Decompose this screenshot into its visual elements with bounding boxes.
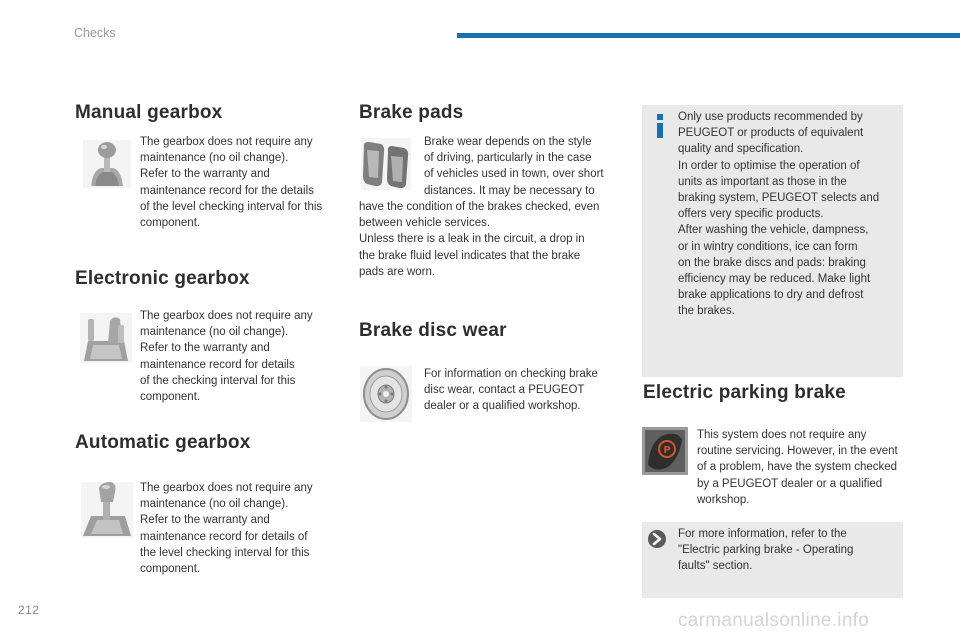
reference-note-box [642, 522, 903, 598]
electric-parking-brake-heading: Electric parking brake [643, 382, 846, 403]
header-title: Checks [74, 26, 116, 40]
watermark-text: carmanualsonline.info [678, 610, 870, 631]
page-number: 212 [18, 603, 40, 617]
brake-disc-wear-heading: Brake disc wear [359, 320, 507, 341]
info-note-text: Only use products recommended by PEUGEOT or products of equivalent quality and specification. In order to optimise the operation of units as important as those in the braking system, PEUGEOT selects and offers very specific products. After washing the vehicle, dampness, or in wintry conditions, ice can form on the brake discs and pads: braking efficiency may be reduced. Make light brake applications to dry and defrost the brakes. [678, 111, 880, 318]
electronic-gear-selector-icon [80, 313, 132, 363]
parking-brake-switch-icon [642, 427, 688, 475]
electronic-gearbox-text: The gearbox does not require any maintenance (no oil change). Refer to the warranty and maintenance record for details of the checking interval for this component. [140, 310, 313, 404]
brake-pads-heading: Brake pads [359, 102, 464, 123]
manual-gearbox-heading: Manual gearbox [75, 102, 223, 123]
automatic-gearbox-heading: Automatic gearbox [75, 432, 251, 453]
header-accent-bar [457, 33, 960, 38]
manual-gear-lever-icon [83, 140, 131, 188]
brake-pads-text-bottom: have the condition of the brakes checked, even between vehicle services. Unless there is a leak in the circuit, a drop in the brake fluid level indicates that the brake pads are worn. [359, 201, 600, 278]
svg-text:P: P [663, 445, 671, 456]
reference-note-text: For more information, refer to the "Electric parking brake - Operating faults" section. [678, 528, 854, 573]
automatic-gearbox-text: The gearbox does not require any maintenance (no oil change). Refer to the warranty and maintenance record for details of the level checking interval for this component. [140, 482, 313, 576]
arrow-right-icon [648, 530, 666, 548]
brake-disc-wear-text: For information on checking brake disc wear, contact a PEUGEOT dealer or a qualified workshop. [424, 368, 598, 413]
info-note-box [642, 105, 903, 377]
info-icon [655, 114, 665, 138]
electric-parking-brake-text: This system does not require any routine servicing. However, in the event of a problem, have the system checked by a PEUGEOT dealer or a qualified workshop. [697, 429, 898, 506]
brake-pads-icon [361, 138, 411, 190]
automatic-gear-selector-icon [81, 482, 133, 538]
electronic-gearbox-heading: Electronic gearbox [75, 268, 250, 289]
manual-gearbox-text: The gearbox does not require any maintenance (no oil change). Refer to the warranty and maintenance record for the details of the level checking interval for this component. [140, 136, 323, 230]
brake-disc-icon [360, 366, 412, 422]
brake-pads-text-top: Brake wear depends on the style of driving, particularly in the case of vehicles used in town, over short distances. It may be necessary to [424, 136, 604, 197]
